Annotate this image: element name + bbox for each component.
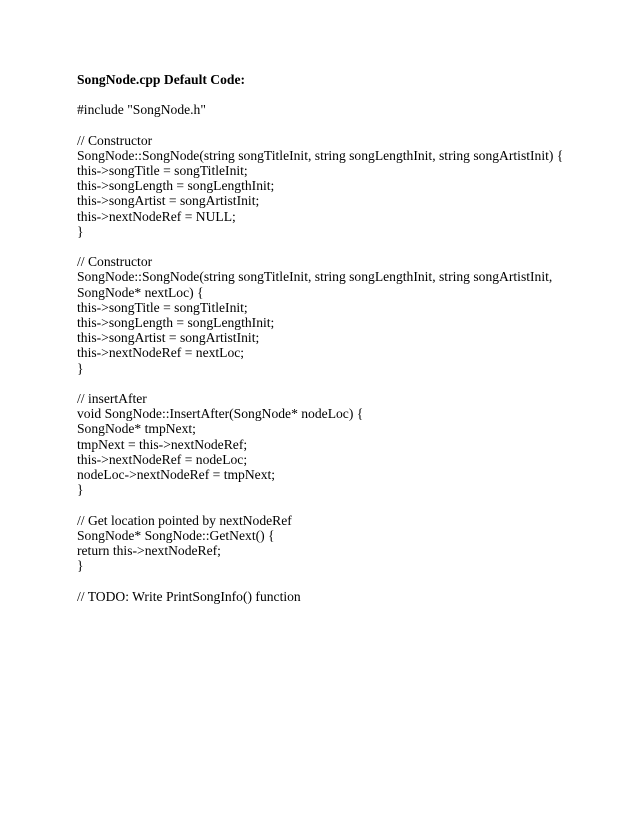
code-line: this->songArtist = songArtistInit; — [77, 193, 260, 209]
constructor-with-next-block — [77, 254, 617, 376]
code-line: } — [77, 482, 84, 498]
code-line: // insertAfter — [77, 391, 147, 407]
code-line: this->songTitle = songTitleInit; — [77, 299, 248, 315]
code-line: } — [77, 558, 84, 574]
include-block — [77, 102, 617, 117]
code-line: this->nextNodeRef = nextLoc; — [77, 345, 245, 361]
code-line: SongNode* SongNode::GetNext() { — [77, 527, 275, 543]
code-line: SongNode* tmpNext; — [77, 421, 196, 437]
code-line: return this->nextNodeRef; — [77, 543, 221, 559]
code-line: #include "SongNode.h" — [77, 102, 206, 118]
code-line: nodeLoc->nextNodeRef = tmpNext; — [77, 467, 276, 483]
code-line: SongNode* nextLoc) { — [77, 284, 204, 300]
code-line: this->songLength = songLengthInit; — [77, 178, 275, 194]
code-line: this->nextNodeRef = nodeLoc; — [77, 451, 248, 467]
code-line: SongNode::SongNode(string songTitleInit, string songLengthInit, string songArtistInit, — [77, 269, 553, 285]
insert-after-block — [77, 391, 617, 497]
code-line: this->nextNodeRef = NULL; — [77, 208, 236, 224]
code-line: SongNode::SongNode(string songTitleInit, string songLengthInit, string songArtistInit) { — [77, 147, 564, 163]
code-listing — [77, 102, 617, 604]
code-line: // Constructor — [77, 254, 153, 270]
code-line: this->songArtist = songArtistInit; — [77, 330, 260, 346]
document-body — [77, 72, 617, 619]
get-next-block — [77, 513, 617, 574]
code-line: // Constructor — [77, 132, 153, 148]
code-line: // Get location pointed by nextNodeRef — [77, 512, 292, 528]
code-line: this->songTitle = songTitleInit; — [77, 163, 248, 178]
code-line: tmpNext = this->nextNodeRef; — [77, 436, 248, 452]
code-line: } — [77, 223, 84, 239]
code-line: this->songLength = songLengthInit; — [77, 315, 275, 331]
code-line: void SongNode::InsertAfter(SongNode* nodeLoc) { — [77, 406, 364, 422]
code-line: // TODO: Write PrintSongInfo() function — [77, 588, 301, 604]
code-line: } — [77, 360, 84, 376]
document-title: SongNode.cpp Default Code: — [77, 72, 246, 87]
constructor-block — [77, 133, 617, 239]
todo-block — [77, 589, 617, 604]
